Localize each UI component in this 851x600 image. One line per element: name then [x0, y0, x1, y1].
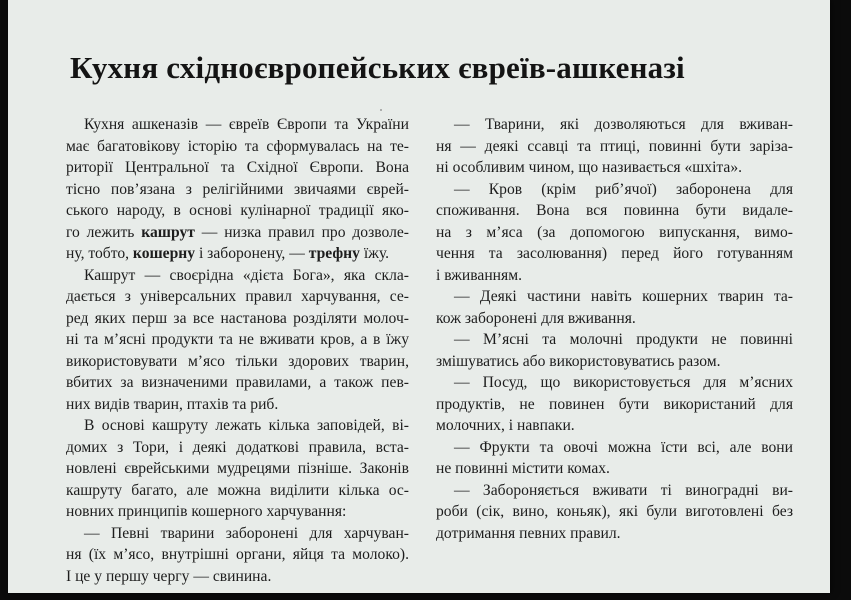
text-run: кож заборонені для вживання. — [436, 309, 636, 327]
text-line — [66, 329, 409, 351]
text-run: — Посуд, що використовується для м’ясних — [454, 374, 793, 391]
text-line — [66, 179, 409, 201]
page-title: Кухня східноєвропейських євреїв-ашкеназі — [70, 50, 685, 85]
text-run: новлені єврейськими мудрецями пізніше. Законів — [66, 460, 409, 477]
text-run: ня — деякі ссавці та птиці, повинні бути заріза- — [436, 137, 793, 155]
text-run: новних принципів кошерного харчування: — [66, 503, 347, 520]
text-run: го лежить — [66, 223, 142, 241]
text-run: ні особливим чином, що називається «шхіта». — [436, 159, 743, 176]
text-line — [66, 243, 409, 265]
text-line — [66, 222, 409, 244]
text-run: змішуватись або використовуватись разом. — [436, 352, 721, 370]
text-line — [66, 523, 409, 545]
text-line — [66, 480, 409, 502]
text-line — [66, 544, 409, 566]
text-line — [66, 351, 409, 373]
text-run: — Певні тварини заборонені для харчуван- — [84, 524, 409, 542]
right-text-column — [436, 114, 793, 544]
text-run: їжу. — [359, 245, 390, 262]
text-run: на з м’яса (за допомогою випускання, вимо- — [436, 223, 793, 241]
text-run: чення та засолювання) перед його готуванням — [436, 245, 793, 262]
text-line — [66, 136, 409, 158]
text-line — [436, 179, 793, 201]
text-line — [66, 200, 409, 222]
text-run: споживання. Вона вся повинна бути видале- — [436, 202, 793, 219]
text-line — [436, 415, 793, 437]
text-line — [436, 265, 793, 287]
text-line — [66, 566, 409, 588]
text-run: ня (їх м’ясо, внутрішні органи, яйця та молоко). — [66, 546, 409, 563]
text-line — [436, 329, 793, 351]
text-run: ну, тобто, — [66, 245, 133, 262]
text-line — [66, 308, 409, 330]
text-line — [66, 157, 409, 179]
text-run: використовувати м’ясо тільки здорових тварин, — [66, 352, 409, 370]
book-page — [8, 0, 830, 593]
text-line — [66, 114, 409, 136]
text-run: — Деякі частини навіть кошерних тварин та- — [454, 288, 793, 305]
text-line — [436, 394, 793, 416]
text-line — [66, 286, 409, 308]
text-run: них видів тварин, птахів та риб. — [66, 395, 279, 413]
text-run: ні та м’ясні продукти та не вживати кров, а в їжу — [66, 331, 409, 348]
text-line — [66, 458, 409, 480]
text-line — [436, 308, 793, 330]
bold-term: кашрут — [141, 223, 195, 241]
text-run: дається з універсальних правил харчування, се- — [66, 288, 409, 305]
text-line — [436, 286, 793, 308]
text-run: тісно пов’язана з релігійними звичаями єврей- — [66, 180, 409, 198]
text-run: — М’ясні та молочні продукти не повинні — [454, 331, 793, 348]
text-run: і заборонену, — — [195, 245, 309, 262]
text-run: не повинні містити комах. — [436, 460, 610, 477]
text-run: продуктів, не повинен бути використаний для — [436, 395, 793, 413]
text-line — [436, 200, 793, 222]
text-run: Кухня ашкеназів — євреїв Європи та України — [84, 116, 409, 133]
text-run: домих з Тори, і деякі додаткові правила, вста- — [66, 438, 409, 456]
text-run: риторії Центральної та Східної Європи. Вона — [66, 159, 409, 176]
text-run: ред яких перш за все настанова розділяти молоч- — [66, 309, 409, 327]
text-run: І це у першу чергу — свинина. — [66, 567, 272, 585]
text-line — [66, 415, 409, 437]
text-line — [436, 458, 793, 480]
text-line — [436, 480, 793, 502]
text-run: ського народу, в основі кулінарної традиції яко- — [66, 202, 409, 219]
text-run: В основі кашруту лежать кілька заповідей, ві- — [84, 417, 409, 434]
bold-term: трефну — [308, 245, 360, 262]
text-run: молочних, і навпаки. — [436, 417, 575, 434]
text-run: Кашрут — своєрідна «дієта Бога», яка скла- — [84, 266, 409, 284]
text-run: дотримання певних правил. — [436, 524, 621, 542]
text-run: — низка правил про дозволе- — [194, 223, 409, 241]
text-run: має багатовікову історію та сформувалась на те- — [66, 137, 409, 155]
text-line — [66, 265, 409, 287]
text-run: кашруту багато, але можна виділити кілька ос- — [66, 481, 409, 499]
text-line — [436, 157, 793, 179]
text-run: і вживанням. — [436, 266, 522, 284]
text-line — [436, 437, 793, 459]
text-line — [436, 114, 793, 136]
text-run: — Фрукти та овочі можна їсти всі, але вони — [454, 438, 793, 456]
text-line — [436, 243, 793, 265]
text-line — [66, 394, 409, 416]
bold-term: кошерну — [132, 245, 196, 262]
text-line — [436, 222, 793, 244]
text-line — [436, 523, 793, 545]
print-speck — [380, 109, 382, 111]
text-line — [436, 351, 793, 373]
text-line — [66, 501, 409, 523]
text-run: — Забороняється вживати ті виноградні ви- — [454, 481, 793, 499]
text-run: вбитих за визначеними правилами, а також пев- — [66, 374, 409, 391]
text-line — [436, 501, 793, 523]
left-text-column — [66, 114, 409, 587]
text-line — [436, 372, 793, 394]
text-line — [66, 437, 409, 459]
text-run: — Кров (крім риб’ячої) заборонена для — [454, 180, 793, 198]
text-run: — Тварини, які дозволяються для вживан- — [454, 116, 793, 133]
text-line — [436, 136, 793, 158]
text-line — [66, 372, 409, 394]
text-run: роби (сік, вино, коньяк), які були виготовлені без — [436, 503, 793, 520]
